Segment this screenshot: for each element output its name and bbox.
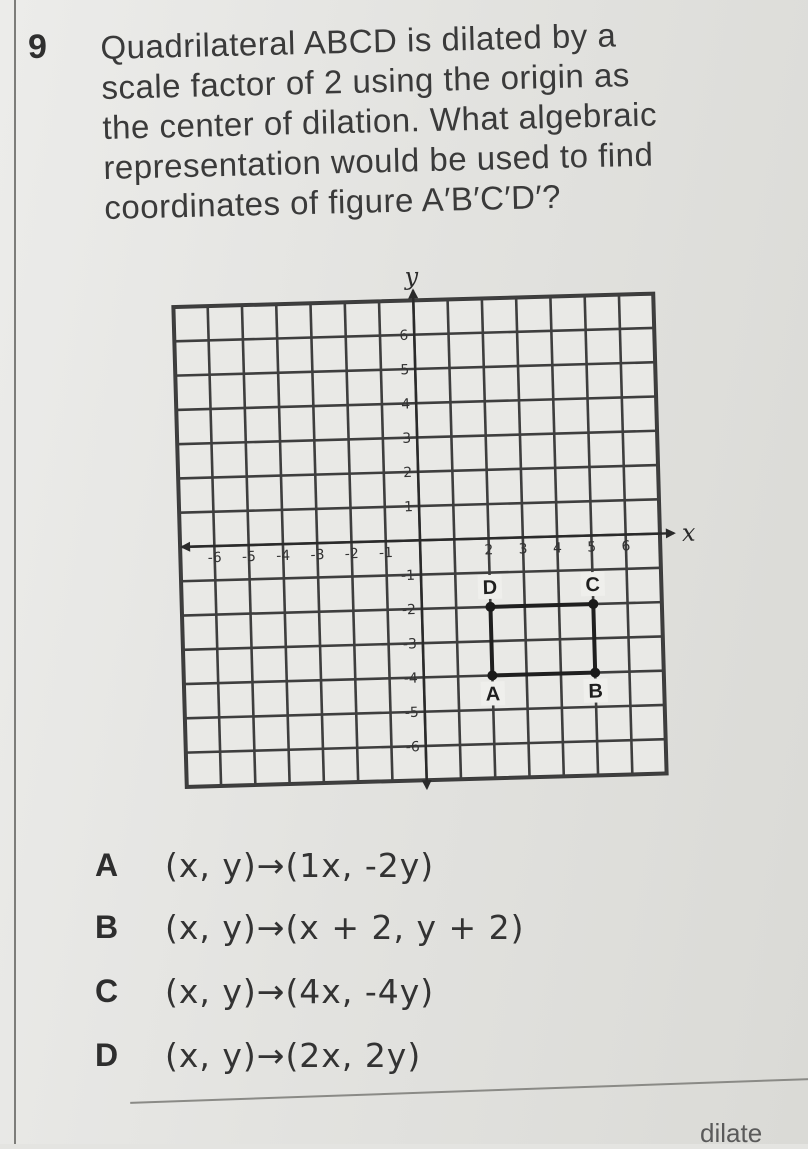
margin-line <box>14 0 16 1144</box>
answer-letter: D <box>95 1036 119 1073</box>
vertex-label-b: B <box>588 680 604 703</box>
y-tick-label: 3 <box>402 430 412 447</box>
x-tick-label: -1 <box>378 545 394 562</box>
x-tick-label: 3 <box>518 541 528 558</box>
vertex-label-d: D <box>482 576 498 600</box>
y-tick-label: -1 <box>400 567 416 585</box>
coordinate-plane <box>153 263 708 818</box>
x-tick-label: -4 <box>276 547 291 565</box>
y-tick-label: -5 <box>404 704 420 722</box>
question-number: 9 <box>28 28 47 66</box>
y-tick-label: 2 <box>402 464 413 482</box>
x-tick-label: 5 <box>587 539 597 556</box>
y-tick-label: 5 <box>400 362 410 379</box>
question-line: representation would be used to find <box>102 135 654 186</box>
y-tick-label: 6 <box>399 327 409 345</box>
y-tick-label: -3 <box>402 636 418 653</box>
y-axis-label: y <box>404 262 419 291</box>
x-axis-label: x <box>681 518 696 547</box>
vertex-label-c: C <box>585 573 601 597</box>
answer-text: (x, y)→(4x, -4y) <box>165 971 435 1011</box>
answer-choice-b[interactable] <box>95 897 715 957</box>
y-tick-label: -6 <box>405 739 421 756</box>
x-tick-label: -6 <box>207 549 222 567</box>
answer-letter: C <box>95 972 119 1009</box>
x-tick-label: 2 <box>484 542 494 559</box>
question-line: Quadrilateral ABCD is dilated by a <box>100 16 617 66</box>
x-tick-label: -2 <box>344 545 359 563</box>
y-tick-label: -2 <box>401 601 417 619</box>
x-tick-label: -3 <box>310 546 325 564</box>
answer-letter: B <box>95 908 119 945</box>
answer-choice-d[interactable] <box>95 1025 715 1085</box>
answer-text: (x, y)→(x + 2, y + 2) <box>165 907 525 947</box>
question-line: the center of dilation. What algebraic <box>101 95 658 146</box>
answer-text: (x, y)→(1x, -2y) <box>165 845 435 885</box>
x-tick-label: 4 <box>552 540 563 557</box>
answer-choice-c[interactable] <box>95 961 715 1021</box>
handwritten-note: dilate <box>700 1118 763 1148</box>
x-tick-label: -5 <box>241 548 257 566</box>
question-line: coordinates of figure A′B′C′D′? <box>103 177 562 226</box>
y-axis-arrow-down <box>422 780 432 790</box>
x-axis-arrow-right <box>666 528 676 538</box>
question-line: scale factor of 2 using the origin as <box>101 56 631 106</box>
vertex-label-a: A <box>485 683 501 706</box>
answer-choice-a[interactable] <box>95 835 715 895</box>
coordinate-graph <box>153 263 708 818</box>
x-tick-label: 6 <box>621 538 631 555</box>
answer-letter: A <box>95 846 119 883</box>
answer-text: (x, y)→(2x, 2y) <box>165 1035 422 1075</box>
question-text <box>100 12 765 228</box>
y-tick-label: 4 <box>401 396 411 413</box>
y-tick-label: 1 <box>403 499 414 516</box>
y-tick-label: -4 <box>403 670 419 687</box>
